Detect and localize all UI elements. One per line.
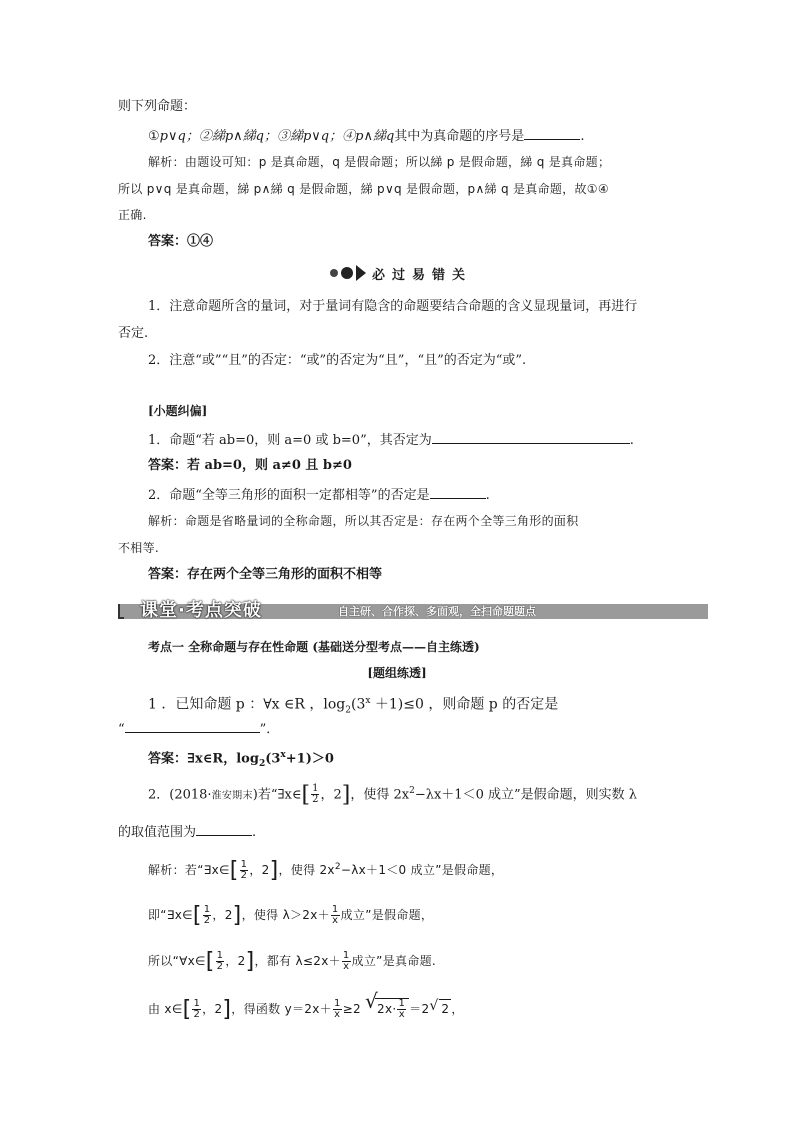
line-text: )若“∃x∈ (252, 787, 302, 803)
numerator: 1 (331, 904, 339, 915)
bracket-close: ] (222, 997, 232, 1022)
bracket-close: ] (341, 782, 351, 808)
line-text: 答案：∃x∈R，log (148, 751, 259, 767)
line-text: 由 x∈ (148, 1002, 183, 1016)
radical-sign: √ (365, 989, 379, 1013)
denominator: x (343, 961, 350, 972)
line-text: ≥2 (342, 1002, 361, 1016)
bracket-close: ] (232, 903, 242, 928)
analysis-line (118, 539, 159, 557)
analysis-line (148, 951, 436, 972)
answer-line (148, 457, 352, 475)
line-text: . (485, 488, 490, 503)
line-text: ，得函数 y＝2x＋ (231, 1002, 332, 1016)
numerator: 1 (333, 998, 341, 1009)
line-text: ，使得 2x (278, 863, 335, 877)
line-text: 不相等. (118, 541, 160, 555)
denominator: 2 (193, 1009, 201, 1020)
line-text: ，使得 λ＞2x＋ (241, 908, 330, 922)
denominator: 2 (203, 915, 211, 926)
line-text: ，2 (320, 787, 342, 803)
line-text: ，2 (212, 908, 233, 922)
line-text: . (629, 433, 634, 448)
line-text: 2．注意“或”“且”的否定：“或”的否定为“且”，“且”的否定为“或”. (148, 353, 527, 368)
analysis-line (118, 206, 147, 224)
bracket-close: ] (269, 858, 279, 883)
question-line (148, 782, 637, 808)
fraction (397, 999, 406, 1020)
line-text: 2x· (377, 1002, 397, 1016)
line-text: 成立”是假命题， (340, 908, 434, 922)
dot-icon (330, 269, 338, 277)
fraction (311, 784, 319, 805)
bracket-open: [ (205, 949, 215, 974)
line-text: ”． (259, 722, 280, 737)
text-line (118, 325, 148, 343)
question-line (118, 822, 256, 842)
superscript: x (365, 696, 371, 706)
line-text: ＝2 (409, 1002, 430, 1016)
numerator: 1 (193, 998, 201, 1009)
analysis-line (118, 180, 609, 198)
line-text: (3 (350, 696, 366, 713)
line-text: 解析：若“∃x∈ (148, 863, 230, 877)
radicand: 2 (439, 999, 451, 1018)
line-text: 所以 p∨q 是真命题，綈 p∧綈 q 是假命题，綈 p∨q 是假命题，p∧綈 q 是真命题，故①④ (118, 182, 609, 196)
line-text: ，使得 2x (350, 787, 410, 803)
line-text: ，2 (249, 863, 270, 877)
line-text: 答案：①④ (148, 234, 214, 249)
line-text: ＋1)≤0 ，则命题 p 的否定是 (370, 696, 559, 713)
line-text: 答案：若 ab=0，则 a≠0 且 b≠0 (148, 458, 352, 473)
superscript: x (280, 750, 286, 760)
line-text: [小题纠偏] (148, 404, 208, 418)
fraction (203, 905, 212, 926)
fraction (342, 951, 351, 972)
line-text: 否定. (118, 326, 149, 341)
section-title: 必过易错关 (372, 267, 473, 283)
topic-heading (148, 638, 480, 656)
section-banner (118, 600, 708, 622)
fraction (192, 999, 201, 1020)
banner-title: 课堂·考点突破 (140, 600, 262, 621)
line-text: 则下列命题： (118, 99, 197, 114)
question-line (148, 485, 490, 505)
superscript: 2 (334, 862, 341, 872)
radicand (375, 998, 409, 1020)
subscript: 2 (258, 758, 266, 769)
question-line (148, 430, 634, 450)
answer-line (148, 566, 382, 584)
line-text: 即“∃x∈ (148, 908, 193, 922)
denominator: 2 (240, 870, 248, 881)
answer-blank (524, 126, 580, 140)
line-text: ， (451, 1002, 464, 1016)
bracket-open: [ (182, 997, 192, 1022)
line-text: 正确. (118, 208, 147, 222)
line-text: 解析：由题设可知：p 是真命题，q 是假命题；所以綈 p 是假命题，綈 q 是真命题； (148, 155, 611, 169)
line-text: 2．命题“全等三角形的面积一定都相等”的否定是 (148, 488, 430, 503)
banner-subtitle: 自主研、合作探、多面观，全扫命题题点 (338, 605, 536, 618)
analysis-line (148, 989, 464, 1022)
answer-line (148, 233, 213, 251)
text-line (148, 298, 637, 316)
subsection-label (148, 402, 207, 420)
line-text: 所以“∀x∈ (148, 954, 206, 968)
numerator: 1 (342, 950, 350, 961)
fraction (333, 999, 342, 1020)
question-propositions (148, 126, 584, 146)
line-text: −λx＋1＜0 成立”是假命题， (340, 863, 504, 877)
line-text: (3 (265, 751, 281, 767)
line-text: 考点一 全称命题与存在性命题 (基础送分型考点——自主练透) (148, 640, 480, 654)
analysis-line (148, 858, 503, 881)
denominator: x (332, 915, 339, 926)
denominator: 2 (312, 794, 319, 806)
square-root (365, 989, 409, 1020)
subscript: 2 (345, 705, 351, 716)
bracket-close: ] (245, 949, 255, 974)
bracket-open: [ (301, 782, 311, 808)
line-text: ① (148, 129, 160, 144)
line-text: 的取值范围为 (118, 825, 197, 840)
question-line (118, 719, 279, 739)
answer-blank (125, 719, 260, 733)
text-line (148, 352, 526, 370)
line-text: 成立”是真命题. (351, 954, 437, 968)
bracket-open: [ (192, 903, 202, 928)
section-header-must-pass (330, 262, 472, 284)
line-text: “ (118, 722, 125, 737)
analysis-line (148, 512, 579, 530)
denominator: x (398, 1009, 405, 1020)
radical-sign: √ (429, 998, 439, 1014)
denominator: 2 (216, 961, 224, 972)
line-text: [题组练透] (367, 666, 427, 680)
answer-blank (430, 485, 486, 499)
answer-blank (196, 822, 252, 836)
line-text: 2．(2018· (148, 787, 212, 803)
line-text: 答案：存在两个全等三角形的面积不相等 (148, 567, 383, 582)
line-text: 1．命题“若 ab=0，则 a=0 或 b=0”，其否定为 (148, 433, 432, 448)
denominator: x (334, 1009, 341, 1020)
question-line (148, 692, 558, 719)
line-text: 1．注意命题所含的量词，对于量词有隐含的命题要结合命题的含义显现量词，再进行 (148, 299, 638, 314)
line-text: p∨q；②綈p∧綈q；③綈p∨q；④p∧綈q (159, 129, 395, 144)
numerator: 1 (216, 950, 224, 961)
fraction (240, 860, 249, 881)
line-text: ，2 (202, 1002, 223, 1016)
line-text: −λx＋1＜0 成立”是假命题，则实数 λ (414, 787, 637, 803)
source-tag: 淮安期末 (211, 790, 253, 802)
analysis-line (148, 153, 610, 171)
line-text: . (580, 129, 585, 144)
line-text: +1)＞0 (285, 751, 334, 767)
numerator: 1 (240, 859, 248, 870)
answer-line (148, 746, 334, 773)
answer-blank (432, 430, 630, 444)
subheading (0, 664, 794, 682)
banner-edge (118, 604, 124, 619)
line-text: ，2 (225, 954, 246, 968)
bracket-open: [ (229, 858, 239, 883)
numerator: 1 (312, 783, 319, 795)
line-text: 1 ．已知命题 p ：∀x ∈R ，log (148, 696, 346, 713)
dot-icon (341, 267, 353, 279)
superscript: 2 (409, 786, 415, 796)
text-line (118, 98, 196, 116)
numerator: 1 (203, 904, 211, 915)
fraction (331, 905, 340, 926)
analysis-line (148, 905, 433, 926)
line-text: ，都有 λ≤2x＋ (254, 954, 341, 968)
arrow-icon (356, 265, 366, 281)
numerator: 1 (398, 998, 406, 1009)
line-text: . (252, 825, 257, 840)
fraction (216, 951, 225, 972)
square-root (429, 999, 451, 1018)
line-text: 其中为真命题的序号是 (394, 129, 525, 144)
line-text: 解析：命题是省略量词的全称命题，所以其否定是：存在两个全等三角形的面积 (148, 514, 579, 528)
